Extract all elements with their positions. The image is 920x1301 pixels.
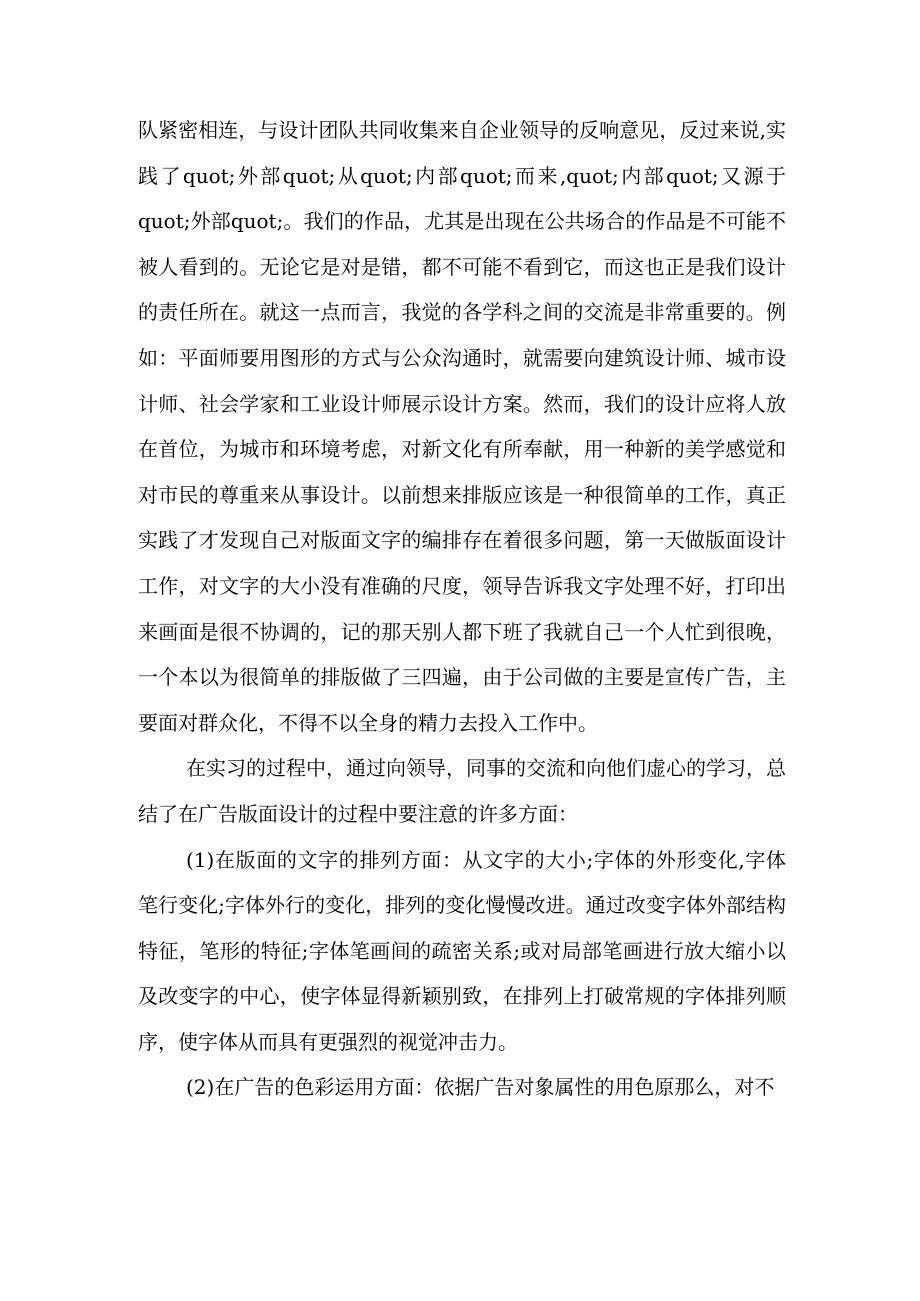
document-body bbox=[138, 108, 786, 1111]
paragraph-internship-summary: 在实习的过程中，通过向领导，同事的交流和向他们虚心的学习，总结了在广告版面设计的过程中要注意的许多方面： bbox=[138, 756, 786, 826]
paragraph-color-usage: (2)在广告的色彩运用方面：依据广告对象属性的用色原那么，对不 bbox=[186, 1075, 775, 1100]
paragraph-continuation: 队紧密相连，与设计团队共同收集来自企业领导的反响意见，反过来说,实践了quot;外部quot;从quot;内部quot;而来,quot;内部quot;又源于quot;外部quot;。我们的作品，尤其是出现在公共场合的作品是不可能不被人看到的。无论它是对是错，都不可能不看到它，而这也正是我们设计的责任所在。就这一点而言，我觉的各学科之间的交流是非常重要的。例如：平面师要用图形的方式与公众沟通时，就需要向建筑设计师、城市设计师、社会学家和工业设计师展示设计方案。然而，我们的设计应将人放在首位，为城市和环境考虑，对新文化有所奉献，用一种新的美学感觉和对市民的尊重来从事设计。以前想来排版应该是一种很简单的工作，真正实践了才发现自己对版面文字的编排存在着很多问题，第一天做版面设计工作，对文字的大小没有准确的尺度，领导告诉我文字处理不好，打印出来画面是很不协调的，记的那天别人都下班了我就自己一个人忙到很晚，一个本以为很简单的排版做了三四遍，由于公司做的主要是宣传广告，主要面对群众化，不得不以全身的精力去投入工作中。 bbox=[138, 118, 786, 735]
paragraph-text-arrangement: (1)在版面的文字的排列方面：从文字的大小;字体的外形变化,字体笔行变化;字体外行的变化，排列的变化慢慢改进。通过改变字体外部结构特征，笔形的特征;字体笔画间的疏密关系;或对局部笔画进行放大缩小以及改变字的中心，使字体显得新颖别致，在排列上打破常规的字体排列顺序，使字体从而具有更强烈的视觉冲击力。 bbox=[138, 847, 786, 1054]
